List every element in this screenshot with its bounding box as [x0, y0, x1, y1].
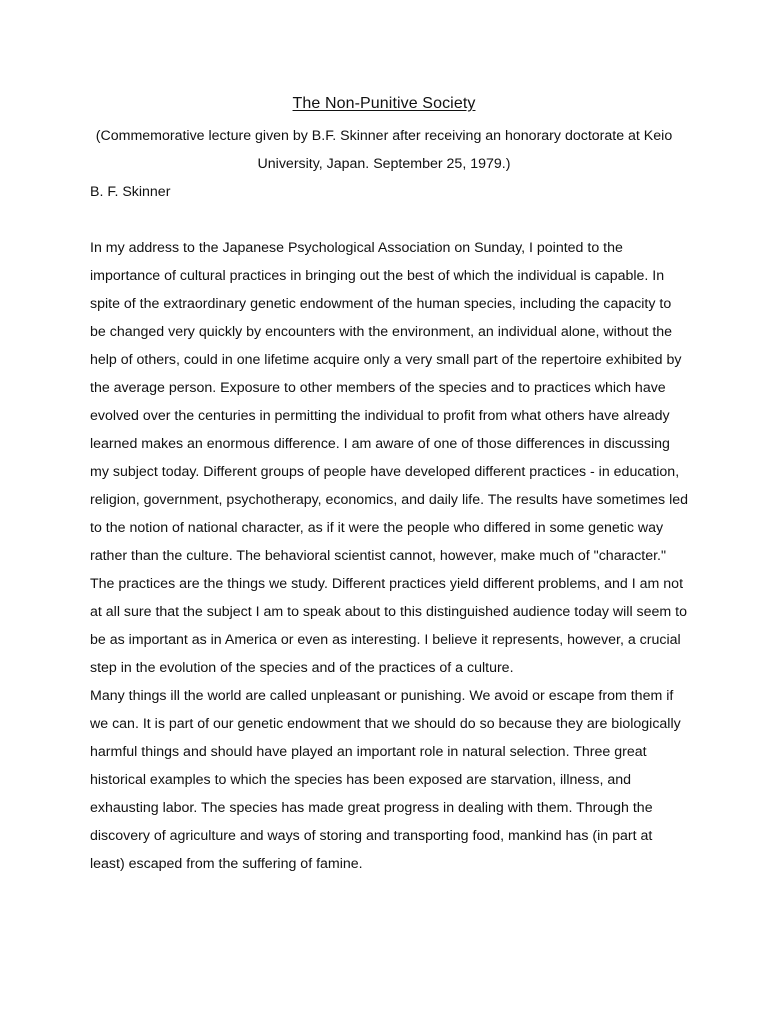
body-paragraph-2: Many things ill the world are called unpleasant or punishing. We avoid or escape from them if we can. It is part of our genetic endowment that we should do so because they are biologically harmful things and should have played an important role in natural selection. Three great historical examples to which the species has been exposed are starvation, illness, and exhausting labor. The species has made great progress in dealing with them. Through the discovery of agriculture and ways of storing and transporting food, mankind has (in part at least) escaped from the suffering of famine. — [90, 688, 681, 872]
document-body — [90, 234, 690, 878]
document-title: The Non-Punitive Society — [292, 95, 476, 112]
document-subtitle: (Commemorative lecture given by B.F. Skinner after receiving an honorary doctorate at Keio University, Japan. September 25, 1979.) — [95, 128, 673, 172]
body-paragraph-1: In my address to the Japanese Psychological Association on Sunday, I pointed to the importance of cultural practices in bringing out the best of which the individual is capable. In spite of the extraordinary genetic endowment of the human species, including the capacity to be changed very quickly by encounters with the environment, an individual alone, without the help of others, could in one lifetime acquire only a very small part of the repertoire exhibited by the average person. Exposure to other members of the species and to practices which have evolved over the centuries in permitting the individual to profit from what others have already learned makes an enormous difference. I am aware of one of those differences in discussing my subject today. Different groups of people have developed different practices - in education, religion, government, psychotherapy, economics, and daily life. The results have sometimes led to the notion of national character, as if it were the people who differed in some genetic way rather than the culture. The behavioral scientist cannot, however, make much of "character." The practices are the things we study. Different practices yield different problems, and I am not at all sure that the subject I am to speak about to this distinguished audience today will seem to be as important as in America or even as interesting. I believe it represents, however, a crucial step in the evolution of the species and of the practices of a culture. — [90, 240, 689, 676]
document-author: B. F. Skinner — [90, 184, 171, 200]
